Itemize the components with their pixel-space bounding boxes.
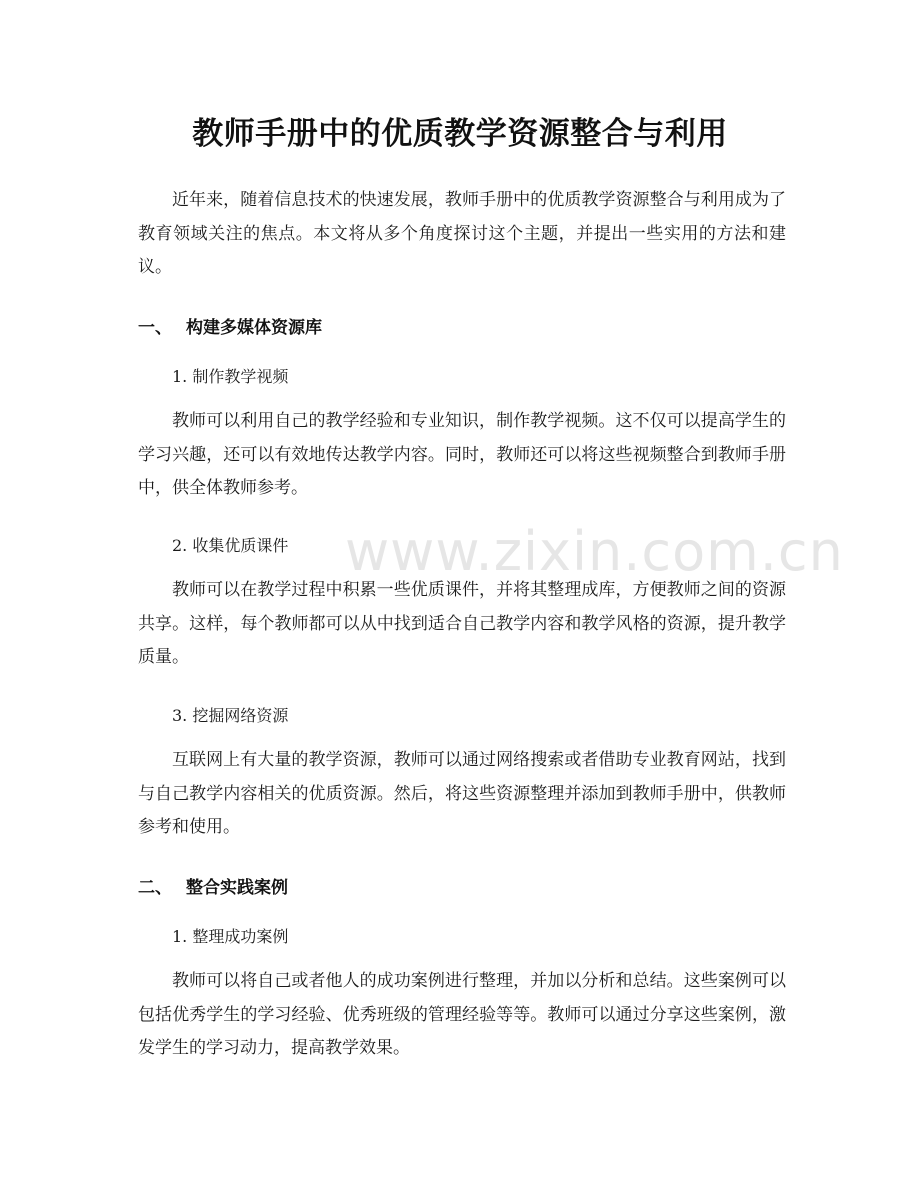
section-1-title: 构建多媒体资源库 [186,318,322,338]
section-1-item-2-text: 教师可以在教学过程中积累一些优质课件，并将其整理成库，方便教师之间的资源共享。这样，每个教师都可以从中找到适合自己教学内容和教学风格的资源，提升教学质量。 [138,580,786,667]
section-1-item-2-title: 2. 收集优质课件 [172,536,289,555]
section-1-item-1-text: 教师可以利用自己的教学经验和专业知识，制作教学视频。这不仅可以提高学生的学习兴趣，还可以有效地传达教学内容。同时，教师还可以将这些视频整合到教师手册中，供全体教师参考。 [138,411,786,498]
document-title: 教师手册中的优质教学资源整合与利用 [192,116,728,152]
section-2-heading [138,873,288,898]
section-2-title: 整合实践案例 [186,878,288,898]
section-1-number: 一、 [138,318,172,338]
section-2-item-1-text: 教师可以将自己或者他人的成功案例进行整理，并加以分析和总结。这些案例可以包括优秀学生的学习经验、优秀班级的管理经验等等。教师可以通过分享这些案例，激发学生的学习动力，提高教学效果。 [138,971,786,1058]
watermark: www.zixin.com.cn [345,520,844,583]
section-1-item-1-title: 1. 制作教学视频 [172,367,289,386]
section-1-heading [138,313,322,338]
section-2-item-1-title: 1. 整理成功案例 [172,927,289,946]
intro-paragraph: 近年来，随着信息技术的快速发展，教师手册中的优质教学资源整合与利用成为了教育领域关注的焦点。本文将从多个角度探讨这个主题，并提出一些实用的方法和建议。 [138,190,786,277]
section-2-number: 二、 [138,878,172,898]
section-1-item-3-text: 互联网上有大量的教学资源，教师可以通过网络搜索或者借助专业教育网站，找到与自己教学内容相关的优质资源。然后，将这些资源整理并添加到教师手册中，供教师参考和使用。 [138,750,786,837]
section-1-item-3-title: 3. 挖掘网络资源 [172,706,289,725]
